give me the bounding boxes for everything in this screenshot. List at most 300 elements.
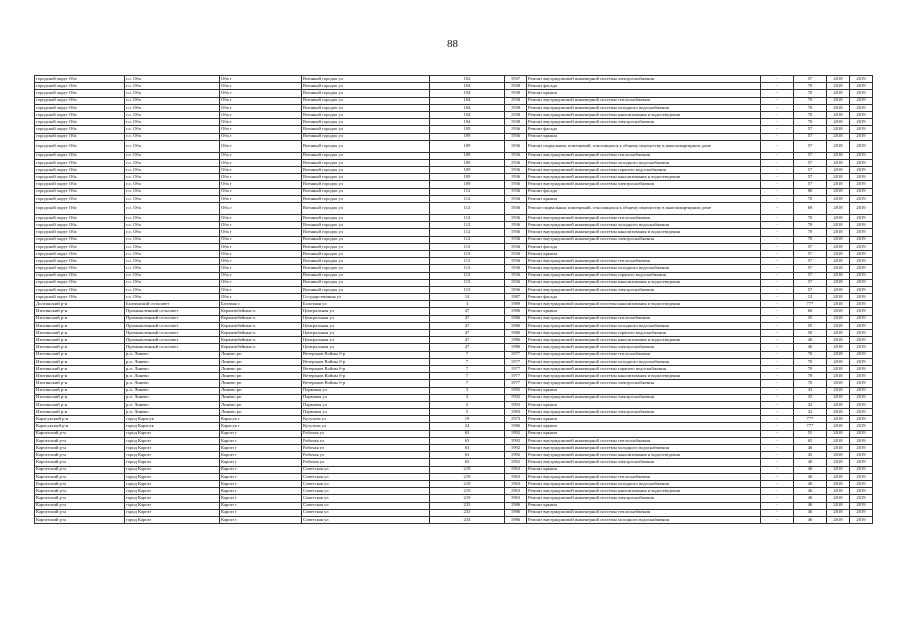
cell-start: 2018: [827, 488, 850, 495]
cell-settlement: город Каргат: [125, 466, 220, 473]
cell-year: 1986: [505, 315, 527, 322]
cell-cost: 32: [794, 401, 827, 408]
cell-end: 2019: [850, 174, 873, 181]
table-row: [35, 236, 873, 243]
table-row: [35, 272, 873, 279]
cell-house: 109: [430, 126, 505, 133]
cell-year: 1936: [505, 236, 527, 243]
table-row: [35, 330, 873, 337]
cell-cost: 46: [794, 509, 827, 516]
table-row: [35, 337, 873, 344]
cell-start: 2018: [827, 97, 850, 104]
cell-start: 2018: [827, 351, 850, 358]
cell-settlement: Промышленный сельсовет: [125, 337, 220, 344]
cell-work: Ремонт крыши: [527, 387, 761, 394]
table-row: [35, 401, 873, 408]
cell-house: 102: [430, 76, 505, 83]
cell-cost: 40: [794, 473, 827, 480]
cell-end: 2019: [850, 133, 873, 140]
table-row: [35, 423, 873, 430]
cell-house: 219: [430, 473, 505, 480]
cell-end: 2019: [850, 126, 873, 133]
cell-locality: Линево рп: [220, 401, 302, 408]
cell-dash: -: [761, 401, 794, 408]
cell-work: Ремонт внутридомовой инженерной системы электроснабжения: [527, 495, 761, 502]
table-row: [35, 159, 873, 166]
cell-settlement: Промышленный сельсовет: [125, 344, 220, 351]
cell-settlement: р.п. Линево: [125, 401, 220, 408]
table-row: [35, 265, 873, 272]
cell-year: 1936: [505, 159, 527, 166]
cell-start: 2018: [827, 195, 850, 202]
cell-locality: Линево рп: [220, 409, 302, 416]
cell-street: Рабочая ул: [302, 459, 430, 466]
cell-year: 1986: [505, 322, 527, 329]
cell-district: городской округ Оба: [35, 265, 125, 272]
cell-district: городской округ Оба: [35, 119, 125, 126]
cell-year: 1936: [505, 152, 527, 159]
cell-settlement: город Каргат: [125, 437, 220, 444]
cell-cost: 40: [794, 466, 827, 473]
table-row: [35, 83, 873, 90]
cell-cost: 40: [794, 337, 827, 344]
cell-district: Каргатский р-н: [35, 495, 125, 502]
cell-work: Ремонт внутридомовой инженерной системы электроснабжения: [527, 286, 761, 293]
cell-start: 2018: [827, 104, 850, 111]
cell-dash: -: [761, 188, 794, 195]
table-row: [35, 437, 873, 444]
cell-work: Ремонт внутридомовой инженерной системы канализования и водоотведения: [527, 111, 761, 118]
cell-street: Военный городок ул: [302, 97, 430, 104]
cell-cost: 70: [794, 380, 827, 387]
cell-district: городской округ Оба: [35, 286, 125, 293]
cell-district: городской округ Оба: [35, 294, 125, 301]
cell-locality: Керамзибейные п: [220, 337, 302, 344]
cell-dash: -: [761, 90, 794, 97]
cell-street: Военный городок ул: [302, 250, 430, 257]
cell-end: 2019: [850, 250, 873, 257]
cell-year: 1993: [505, 401, 527, 408]
cell-district: городской округ Оба: [35, 140, 125, 152]
cell-dash: -: [761, 358, 794, 365]
table-row: [35, 188, 873, 195]
cell-end: 2019: [850, 387, 873, 394]
cell-year: 1937: [505, 76, 527, 83]
cell-district: городской округ Оба: [35, 104, 125, 111]
cell-locality: Карасук г: [220, 423, 302, 430]
cell-cost: 70: [794, 195, 827, 202]
cell-street: Центральная ул: [302, 337, 430, 344]
cell-cost: 57: [794, 152, 827, 159]
cell-end: 2019: [850, 111, 873, 118]
cell-year: 1936: [505, 126, 527, 133]
cell-district: городской округ Оба: [35, 279, 125, 286]
cell-settlement: г.о. Оба: [125, 294, 220, 301]
cell-cost: 57: [794, 250, 827, 257]
cell-house: 109: [430, 133, 505, 140]
cell-settlement: г.о. Оба: [125, 174, 220, 181]
cell-start: 2018: [827, 188, 850, 195]
cell-street: Военный городок ул: [302, 236, 430, 243]
cell-locality: Оба г: [220, 97, 302, 104]
cell-locality: Каргат г: [220, 509, 302, 516]
table-row: [35, 322, 873, 329]
cell-end: 2019: [850, 159, 873, 166]
cell-year: 1938: [505, 119, 527, 126]
table-row: [35, 301, 873, 308]
cell-house: 233: [430, 502, 505, 509]
cell-year: 1986: [505, 344, 527, 351]
cell-street: Военный городок ул: [302, 119, 430, 126]
cell-end: 2019: [850, 502, 873, 509]
cell-settlement: город Карасук: [125, 416, 220, 423]
cell-house: 5: [430, 409, 505, 416]
cell-house: 7: [430, 351, 505, 358]
cell-street: Военный городок ул: [302, 243, 430, 250]
cell-house: 63: [430, 445, 505, 452]
cell-year: 1936: [505, 181, 527, 188]
table-row: [35, 119, 873, 126]
cell-work: Ремонт внутридомовой инженерной системы теплоснабжения: [527, 215, 761, 222]
cell-street: Центральная ул: [302, 344, 430, 351]
cell-locality: Оба г: [220, 174, 302, 181]
cell-year: 1992: [505, 387, 527, 394]
table-row: [35, 104, 873, 111]
cell-dash: -: [761, 322, 794, 329]
cell-district: городской округ Оба: [35, 236, 125, 243]
cell-settlement: р.п. Линево: [125, 351, 220, 358]
cell-locality: Каргат г: [220, 488, 302, 495]
table-row: [35, 502, 873, 509]
cell-dash: -: [761, 373, 794, 380]
table-row: [35, 126, 873, 133]
cell-cost: 70: [794, 97, 827, 104]
cell-district: Каргатский р-н: [35, 480, 125, 487]
cell-end: 2019: [850, 243, 873, 250]
table-row: [35, 480, 873, 487]
cell-locality: Оба г: [220, 159, 302, 166]
cell-start: 2018: [827, 258, 850, 265]
cell-locality: Оба г: [220, 272, 302, 279]
cell-district: городской округ Оба: [35, 174, 125, 181]
cell-cost: 46: [794, 516, 827, 523]
cell-locality: Оба г: [220, 76, 302, 83]
cell-work: Ремонт внутридомовой инженерной системы канализования и водоотведения: [527, 229, 761, 236]
cell-cost: 70: [794, 222, 827, 229]
cell-end: 2019: [850, 215, 873, 222]
cell-cost: 70: [794, 104, 827, 111]
cell-cost: 78: [794, 373, 827, 380]
table-row: [35, 430, 873, 437]
cell-cost: 57: [794, 279, 827, 286]
cell-house: 219: [430, 495, 505, 502]
table-row: [35, 473, 873, 480]
cell-start: 2018: [827, 373, 850, 380]
cell-work: Ремонт внутридомовой инженерной системы электроснабжения: [527, 181, 761, 188]
cell-cost: 60: [794, 308, 827, 315]
cell-work: Ремонт крыши: [527, 423, 761, 430]
cell-settlement: Промышленный сельсовет: [125, 322, 220, 329]
cell-locality: Оба г: [220, 215, 302, 222]
cell-end: 2019: [850, 445, 873, 452]
cell-locality: Линево рп: [220, 351, 302, 358]
cell-house: 104: [430, 97, 505, 104]
table-row: [35, 286, 873, 293]
cell-district: городской округ Оба: [35, 111, 125, 118]
cell-house: 109: [430, 167, 505, 174]
cell-work: Ремонт фасада: [527, 243, 761, 250]
cell-work: Ремонт внутридомовой инженерной системы теплоснабжения: [527, 152, 761, 159]
table-row: [35, 315, 873, 322]
cell-district: Карасукский р-н: [35, 423, 125, 430]
cell-year: 1992: [505, 394, 527, 401]
cell-cost: 70: [794, 236, 827, 243]
table-row: [35, 358, 873, 365]
cell-house: 3: [430, 394, 505, 401]
cell-district: городской округ Оба: [35, 203, 125, 215]
cell-house: 233: [430, 516, 505, 523]
cell-work: Ремонт внутридомовой инженерной системы холодного водоснабжения: [527, 222, 761, 229]
cell-start: 2018: [827, 502, 850, 509]
cell-year: 1977: [505, 365, 527, 372]
cell-district: Изитинский р-н: [35, 380, 125, 387]
cell-work: Ремонт внутридомовой инженерной системы теплоснабжения: [527, 258, 761, 265]
cell-settlement: город Каргат: [125, 516, 220, 523]
register-table: [34, 75, 873, 524]
cell-house: 112: [430, 229, 505, 236]
table-row: [35, 174, 873, 181]
cell-house: 112: [430, 195, 505, 202]
cell-year: 1936: [505, 140, 527, 152]
cell-street: Советская ул: [302, 466, 430, 473]
cell-dash: -: [761, 509, 794, 516]
cell-district: Долгинский р-н: [35, 301, 125, 308]
cell-house: 7: [430, 365, 505, 372]
cell-work: Ремонт внутридомовой инженерной системы электроснабжения: [527, 380, 761, 387]
cell-cost: 57: [794, 265, 827, 272]
cell-locality: Оба г: [220, 111, 302, 118]
cell-house: 24: [430, 423, 505, 430]
cell-cost: 70: [794, 90, 827, 97]
cell-settlement: г.о. Оба: [125, 119, 220, 126]
cell-district: Каргатский р-н: [35, 437, 125, 444]
cell-district: Изитинский р-н: [35, 394, 125, 401]
cell-end: 2019: [850, 358, 873, 365]
cell-work: Ремонт внутридомовой инженерной системы канализования и водоотведения: [527, 301, 761, 308]
cell-settlement: г.о. Оба: [125, 229, 220, 236]
cell-start: 2018: [827, 480, 850, 487]
cell-street: Рабочая ул: [302, 437, 430, 444]
cell-work: Ремонт внутридомовой инженерной системы холодного водоснабжения: [527, 516, 761, 523]
cell-house: 112: [430, 188, 505, 195]
cell-settlement: г.о. Оба: [125, 272, 220, 279]
cell-work: Ремонт внутридомовой инженерной системы холодного водоснабжения: [527, 480, 761, 487]
cell-end: 2019: [850, 430, 873, 437]
cell-year: 1986: [505, 423, 527, 430]
cell-street: Кутузова ул: [302, 423, 430, 430]
cell-street: Центральная ул: [302, 322, 430, 329]
cell-start: 2018: [827, 301, 850, 308]
cell-settlement: город Каргат: [125, 452, 220, 459]
cell-work: Ремонт внутридомовой инженерной системы электроснабжения: [527, 119, 761, 126]
cell-start: 2018: [827, 452, 850, 459]
table-row: [35, 76, 873, 83]
cell-street: Государственная ул: [302, 294, 430, 301]
cell-cost: 57: [794, 258, 827, 265]
cell-locality: Каргат г: [220, 480, 302, 487]
cell-cost: 32: [794, 409, 827, 416]
cell-year: 1938: [505, 83, 527, 90]
cell-dash: -: [761, 387, 794, 394]
cell-year: 1987: [505, 294, 527, 301]
cell-district: городской округ Оба: [35, 215, 125, 222]
cell-end: 2019: [850, 140, 873, 152]
cell-house: 63: [430, 437, 505, 444]
cell-year: 1977: [505, 373, 527, 380]
cell-start: 2018: [827, 401, 850, 408]
cell-dash: -: [761, 203, 794, 215]
cell-district: Изитинский р-н: [35, 308, 125, 315]
cell-house: 112: [430, 215, 505, 222]
cell-street: Военный городок ул: [302, 140, 430, 152]
cell-street: Военный городок ул: [302, 152, 430, 159]
cell-dash: -: [761, 167, 794, 174]
cell-end: 2019: [850, 401, 873, 408]
cell-work: Ремонт крыши: [527, 502, 761, 509]
cell-start: 2018: [827, 265, 850, 272]
cell-settlement: г.о. Оба: [125, 195, 220, 202]
cell-start: 2018: [827, 437, 850, 444]
cell-street: Военный городок ул: [302, 279, 430, 286]
cell-year: 1989: [505, 301, 527, 308]
cell-street: Парковая ул: [302, 394, 430, 401]
cell-street: Военный городок ул: [302, 272, 430, 279]
cell-district: Каргатский р-н: [35, 509, 125, 516]
cell-street: Ветеранов Войны б-р: [302, 365, 430, 372]
cell-locality: Оба г: [220, 126, 302, 133]
cell-dash: -: [761, 174, 794, 181]
cell-year: 1936: [505, 258, 527, 265]
cell-street: Военный городок ул: [302, 126, 430, 133]
cell-street: Военный городок ул: [302, 83, 430, 90]
cell-dash: -: [761, 423, 794, 430]
cell-year: 1986: [505, 509, 527, 516]
cell-dash: -: [761, 516, 794, 523]
cell-work: Ремонт крыши: [527, 308, 761, 315]
cell-end: 2019: [850, 452, 873, 459]
cell-year: 1992: [505, 430, 527, 437]
cell-year: 1936: [505, 203, 527, 215]
cell-district: городской округ Оба: [35, 258, 125, 265]
cell-locality: Каргат г: [220, 430, 302, 437]
cell-cost: 45: [794, 452, 827, 459]
cell-dash: -: [761, 272, 794, 279]
cell-district: городской округ Оба: [35, 133, 125, 140]
cell-work: Ремонт внутридомовой инженерной системы холодного водоснабжения: [527, 358, 761, 365]
cell-work: Ремонт крыши: [527, 416, 761, 423]
cell-dash: -: [761, 308, 794, 315]
cell-work: Ремонт крыши: [527, 133, 761, 140]
cell-house: 109: [430, 152, 505, 159]
cell-district: Каргатский р-н: [35, 516, 125, 523]
cell-settlement: г.о. Оба: [125, 126, 220, 133]
cell-dash: -: [761, 229, 794, 236]
cell-house: 104: [430, 111, 505, 118]
cell-end: 2019: [850, 167, 873, 174]
cell-locality: Оба г: [220, 243, 302, 250]
cell-start: 2018: [827, 337, 850, 344]
cell-cost: 40: [794, 480, 827, 487]
cell-settlement: р.п. Линево: [125, 380, 220, 387]
cell-start: 2018: [827, 409, 850, 416]
cell-year: 1986: [505, 330, 527, 337]
cell-end: 2019: [850, 90, 873, 97]
cell-settlement: город Каргат: [125, 473, 220, 480]
cell-end: 2019: [850, 373, 873, 380]
cell-work: Ремонт внутридомовой инженерной системы канализования и водоотведения: [527, 174, 761, 181]
cell-end: 2019: [850, 203, 873, 215]
cell-end: 2019: [850, 229, 873, 236]
table-row: [35, 344, 873, 351]
cell-settlement: г.о. Оба: [125, 215, 220, 222]
cell-district: Каргатский р-н: [35, 466, 125, 473]
cell-work: Ремонт подвальных помещений, относящихся к общему имуществу в многоквартирном доме: [527, 140, 761, 152]
cell-settlement: г.о. Оба: [125, 203, 220, 215]
cell-end: 2019: [850, 351, 873, 358]
cell-year: 1936: [505, 286, 527, 293]
cell-end: 2019: [850, 344, 873, 351]
cell-dash: -: [761, 315, 794, 322]
cell-end: 2019: [850, 104, 873, 111]
cell-settlement: город Каргат: [125, 495, 220, 502]
cell-end: 2019: [850, 459, 873, 466]
cell-cost: 77*: [794, 416, 827, 423]
cell-cost: 12: [794, 294, 827, 301]
cell-end: 2019: [850, 380, 873, 387]
cell-settlement: г.о. Оба: [125, 133, 220, 140]
cell-house: 113: [430, 265, 505, 272]
cell-district: городской округ Оба: [35, 195, 125, 202]
cell-locality: Оба г: [220, 236, 302, 243]
cell-house: 113: [430, 258, 505, 265]
cell-street: Рабочая ул: [302, 445, 430, 452]
cell-end: 2019: [850, 308, 873, 315]
table-row: [35, 516, 873, 523]
cell-work: Ремонт крыши: [527, 90, 761, 97]
cell-district: Изитинский р-н: [35, 387, 125, 394]
cell-district: Изитинский р-н: [35, 344, 125, 351]
table-row: [35, 495, 873, 502]
cell-locality: Каргат г: [220, 466, 302, 473]
cell-year: 1986: [505, 308, 527, 315]
cell-start: 2018: [827, 133, 850, 140]
cell-house: 109: [430, 140, 505, 152]
table-row: [35, 111, 873, 118]
cell-work: Ремонт внутридомовой инженерной системы горячего водоснабжения: [527, 365, 761, 372]
cell-year: 1973: [505, 416, 527, 423]
cell-start: 2018: [827, 159, 850, 166]
cell-dash: -: [761, 181, 794, 188]
table-row: [35, 90, 873, 97]
table-row: [35, 466, 873, 473]
cell-house: 113: [430, 250, 505, 257]
cell-house: 113: [430, 286, 505, 293]
cell-end: 2019: [850, 97, 873, 104]
cell-year: 1986: [505, 516, 527, 523]
cell-start: 2018: [827, 330, 850, 337]
table-row: [35, 140, 873, 152]
cell-work: Ремонт внутридомовой инженерной системы канализования и водоотведения: [527, 373, 761, 380]
